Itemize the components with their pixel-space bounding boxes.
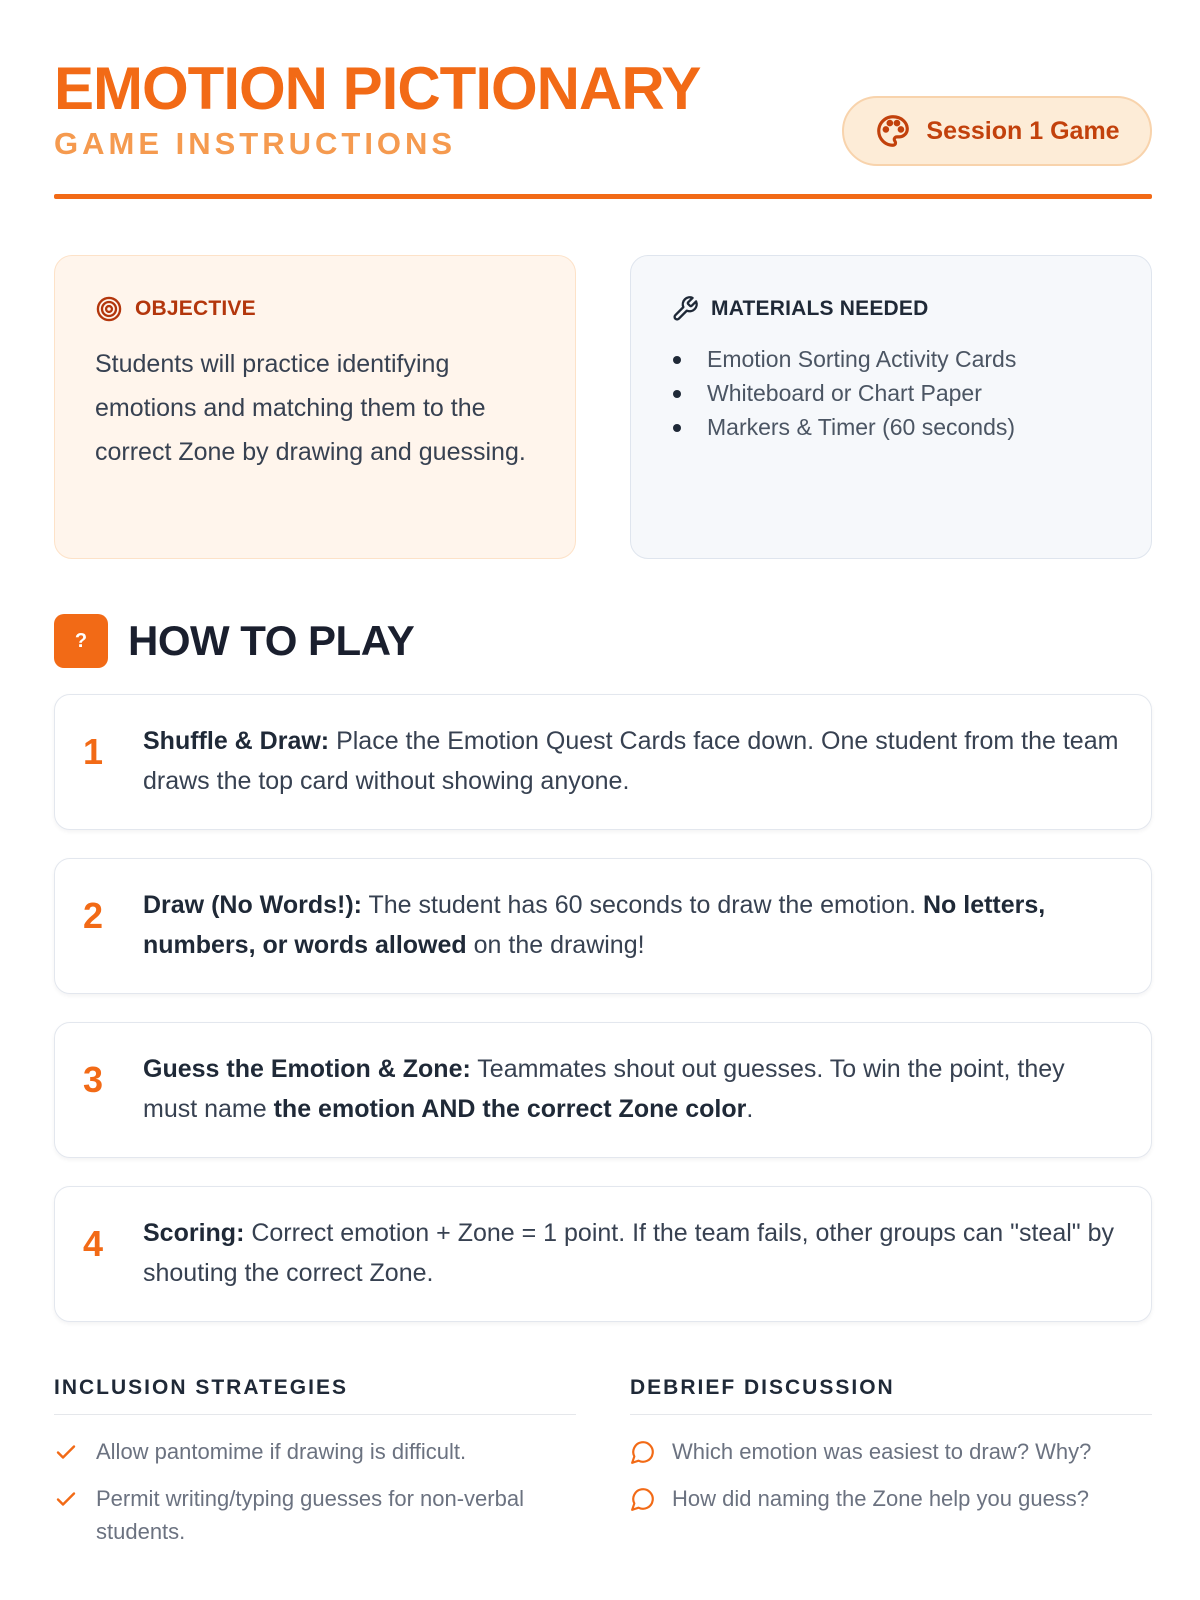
objective-header — [95, 294, 535, 324]
header — [54, 56, 1152, 202]
debrief-section — [630, 1376, 1152, 1529]
list-item-text: How did naming the Zone help you guess? — [672, 1486, 1090, 1511]
list-item-text: Which emotion was easiest to draw? Why? — [672, 1439, 1092, 1464]
page-subtitle: GAME INSTRUCTIONS — [54, 126, 457, 161]
objective-text: Students will practice identifying emotions and matching them to the correct Zone by drawing and guessing. — [95, 350, 526, 466]
session-label: Session 1 Game — [926, 116, 1120, 145]
step-text — [143, 721, 1123, 801]
step-number: 2 — [83, 895, 104, 936]
instruction-sheet — [54, 0, 1152, 1600]
step-emphasis: the emotion AND the correct Zone color — [273, 1095, 747, 1123]
debrief-heading: DEBRIEF DISCUSSION — [630, 1376, 1152, 1415]
step-card-2 — [54, 858, 1152, 994]
how-to-play-title: HOW TO PLAY — [128, 617, 415, 664]
step-number: 3 — [83, 1059, 104, 1100]
objective-heading: OBJECTIVE — [135, 297, 256, 320]
header-divider — [54, 194, 1152, 199]
step-text — [143, 885, 1123, 965]
list-item: Whiteboard or Chart Paper — [671, 376, 1111, 410]
step-body: Correct emotion + Zone = 1 point. If the team fails, other groups can "steal" by shouting the correct Zone. — [143, 1219, 1114, 1287]
step-tail: on the drawing! — [466, 931, 645, 959]
step-text — [143, 1049, 1123, 1129]
step-lead: Draw (No Words!): — [143, 891, 362, 919]
list-item: Emotion Sorting Activity Cards — [671, 342, 1111, 376]
how-to-play-heading — [54, 614, 414, 668]
step-body: Place the Emotion Quest Cards face down. One student from the team draws the top card without showing anyone. — [143, 727, 1119, 795]
step-lead: Guess the Emotion & Zone: — [143, 1055, 471, 1083]
materials-card — [630, 255, 1152, 559]
step-body: The student has 60 seconds to draw the emotion. — [361, 891, 923, 919]
question-icon: ? — [54, 614, 108, 668]
step-number: 1 — [83, 731, 104, 772]
materials-header — [671, 294, 1111, 324]
speech-bubble-icon — [630, 1482, 658, 1515]
inclusion-list — [54, 1435, 576, 1548]
list-item: Markers & Timer (60 seconds) — [671, 410, 1111, 444]
step-card-1 — [54, 694, 1152, 830]
materials-heading: MATERIALS NEEDED — [711, 297, 929, 320]
wrench-icon — [671, 295, 699, 323]
debrief-list — [630, 1435, 1152, 1515]
page-title: EMOTION PICTIONARY — [54, 55, 701, 122]
inclusion-section — [54, 1376, 576, 1562]
palette-icon — [874, 112, 912, 150]
step-lead: Shuffle & Draw: — [143, 727, 330, 755]
list-item — [630, 1435, 1152, 1468]
step-emphasis: No letters, numbers, or words allowed — [143, 891, 1046, 959]
materials-list — [671, 342, 1111, 444]
step-card-3 — [54, 1022, 1152, 1158]
objective-card — [54, 255, 576, 559]
step-tail: . — [746, 1095, 754, 1123]
list-item — [630, 1482, 1152, 1515]
step-number: 4 — [83, 1223, 104, 1264]
list-item-text: Permit writing/typing guesses for non-verbal students. — [96, 1486, 524, 1544]
speech-bubble-icon — [630, 1435, 658, 1468]
list-item — [54, 1435, 576, 1468]
step-text — [143, 1213, 1123, 1293]
session-badge — [842, 96, 1152, 166]
list-item — [54, 1482, 576, 1548]
step-card-4 — [54, 1186, 1152, 1322]
list-item-text: Allow pantomime if drawing is difficult. — [96, 1439, 467, 1464]
target-icon — [95, 295, 123, 323]
check-icon — [54, 1482, 82, 1515]
step-lead: Scoring: — [143, 1219, 245, 1247]
step-body: Teammates shout out guesses. To win the point, they must name — [143, 1055, 1065, 1123]
check-icon — [54, 1435, 82, 1468]
inclusion-heading: INCLUSION STRATEGIES — [54, 1376, 576, 1415]
